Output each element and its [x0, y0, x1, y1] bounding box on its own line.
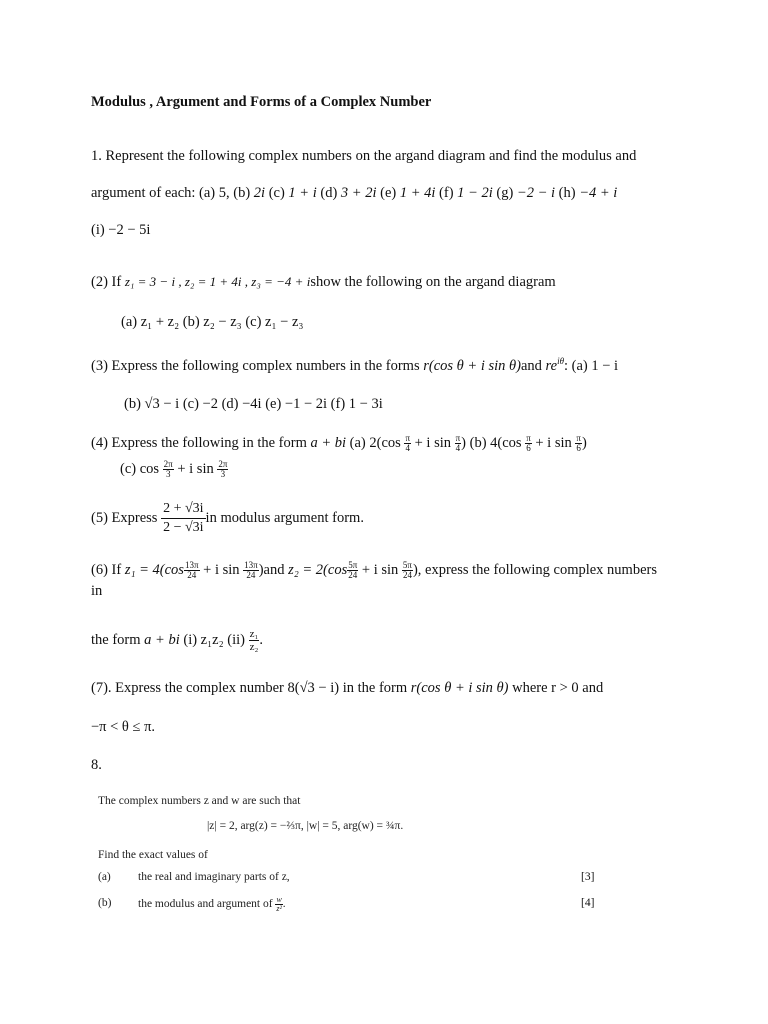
q1-line1: 1. Represent the following complex numbers on the argand diagram and find the modulus and [91, 148, 637, 164]
q8-part-b-text [138, 896, 286, 913]
q8-part-b-label: (b) [98, 897, 112, 909]
q5-line [91, 500, 364, 537]
q1-line3: (i) −2 − 5i [91, 222, 151, 238]
q6-frac-5pi-b: $\frac{5\pi}{24}$ [402, 560, 412, 580]
q6-z2: z₂ = 2(cos [288, 561, 348, 578]
page-title: Modulus , Argument and Forms of a Complex Number [91, 94, 432, 110]
q6-isin-b: + i sin [358, 561, 402, 578]
q8-label: 8. [91, 757, 102, 773]
q1-line2 [91, 185, 617, 202]
q6-isin: + i sin [199, 561, 244, 578]
q1-item-d: 3 + 2i [340, 185, 377, 201]
q8-part-b-frac: $\frac{w}{\text{z²}}$ [276, 895, 282, 913]
q2-suffix: show the following on the argand diagram [310, 274, 556, 290]
q4-a-label: (a) 2(cos [346, 434, 405, 451]
q2-prefix: (2) If [91, 274, 125, 290]
q6-frac-13pi-b: $\frac{13\pi}{24}$ [244, 560, 258, 580]
q4-a-mid: + i sin [410, 434, 455, 451]
q8-excerpt-line1: The complex numbers z and w are such that [98, 795, 301, 807]
q1-item-h: −4 + i [579, 185, 618, 201]
q4-line2 [120, 460, 228, 479]
q7-line1 [91, 680, 603, 697]
q7-prefix: (7). Express the complex number 8(√3 − i) in the form [91, 680, 411, 696]
q4-frac-2pi3b: $\frac{2\pi}{3}$ [218, 459, 228, 479]
q3-form1: r(cos θ + i sin θ) [423, 357, 521, 374]
q8-part-b-mark: [4] [581, 897, 595, 909]
q8-part-b-text-main: the modulus and argument of [138, 898, 276, 911]
q4-frac-pi4: $\frac{\pi}{4}$ [405, 433, 410, 453]
q3-parts: (b) √3 − i (c) −2 (d) −4i (e) −1 − 2i (f) 1 − 3i [124, 396, 383, 412]
q3-prefix: (3) Express the following complex numbers in the forms [91, 357, 424, 374]
q2-line1 [91, 274, 556, 291]
q6-prefix: (6) If [91, 561, 125, 578]
q4-a-end: ) (b) 4(cos [461, 434, 526, 451]
q4-prefix: (4) Express the following in the form [91, 434, 311, 451]
q7-suffix: where r > 0 and [508, 680, 604, 696]
q3-and: and [520, 357, 546, 374]
q1-item-c: 1 + i [288, 185, 317, 201]
q6-line3-form: a + bi [144, 631, 180, 648]
q8-part-a-mark: [3] [581, 871, 595, 883]
q4-b-end: ) [581, 434, 587, 451]
q4-c-label: (c) cos [120, 460, 163, 477]
q4-frac-pi6b: $\frac{\pi}{6}$ [576, 433, 581, 453]
q6-and: )and [258, 561, 289, 578]
q8-excerpt-line3: Find the exact values of [98, 849, 208, 861]
q3-form2: re [545, 357, 558, 374]
q6-line2: in [91, 583, 103, 599]
q7-form: r(cos θ + i sin θ) [410, 680, 509, 696]
q6-frac-5pi: $\frac{5\pi}{24}$ [348, 560, 358, 580]
q4-b-mid: + i sin [531, 434, 576, 451]
q1-label-e: (e) [380, 185, 397, 201]
q1-label-h: (h) [558, 185, 576, 201]
q6-frac-z1z2: $\frac{\text{z₁}}{\text{z₂}}$ [249, 628, 259, 653]
q8-part-b-dot: . [282, 898, 286, 911]
q3-line1 [91, 356, 618, 375]
q4-frac-2pi3: $\frac{2\pi}{3}$ [163, 459, 173, 479]
q4-line1 [91, 434, 587, 453]
q1-item-f: 1 − 2i [457, 185, 493, 201]
q7-line2: −π < θ ≤ π. [91, 719, 156, 735]
q1-line2-text: argument of each: (a) 5, (b) [91, 185, 254, 201]
q1-label-g: (g) [496, 185, 514, 201]
q6-z1: z₁ = 4(cos [124, 561, 184, 578]
q2-z-defs: z₁ = 3 − i , z₂ = 1 + 4i , z₃ = −4 + i [124, 274, 311, 289]
q6-frac-13pi: $\frac{13\pi}{24}$ [184, 560, 199, 580]
q6-line3-parts: (i) z₁z₂ (ii) [179, 631, 249, 648]
q6-line1 [91, 561, 657, 580]
q5-prefix: (5) Express [91, 509, 162, 526]
q1-label-d: (d) [320, 185, 338, 201]
q6-line3-prefix: the form [91, 631, 145, 648]
q8-excerpt-line2: |z| = 2, arg(z) = −⅔π, |w| = 5, arg(w) = ¾π. [207, 820, 404, 832]
q4-form: a + bi [310, 434, 347, 451]
q6-line3 [91, 628, 263, 653]
q8-part-a-text: the real and imaginary parts of z, [138, 871, 290, 883]
q6-suffix: ), express the following complex numbers [412, 561, 657, 578]
q4-frac-pi4b: $\frac{\pi}{4}$ [455, 433, 461, 453]
q3-tail: : (a) 1 − i [564, 357, 619, 374]
q4-c-mid: + i sin [173, 460, 218, 477]
q1-item-e: 1 + 4i [399, 185, 436, 201]
q4-frac-pi6: $\frac{\pi}{6}$ [526, 433, 531, 453]
q6-dot: . [259, 631, 263, 648]
q3-form2-sup: iθ [557, 356, 564, 366]
q2-parts: (a) z₁ + z₂ (b) z₂ − z₃ (c) z₁ − z₃ [121, 314, 304, 330]
q1-label-f: (f) [439, 185, 454, 201]
q1-item-b: 2i [253, 185, 266, 201]
q5-suffix: in modulus argument form. [205, 509, 364, 526]
q1-label-c: (c) [268, 185, 285, 201]
q5-fraction: $\frac{2 + √3i}{2 - √3i}$ [163, 501, 204, 535]
q8-part-a-label: (a) [98, 871, 111, 883]
q1-item-g: −2 − i [516, 185, 556, 201]
